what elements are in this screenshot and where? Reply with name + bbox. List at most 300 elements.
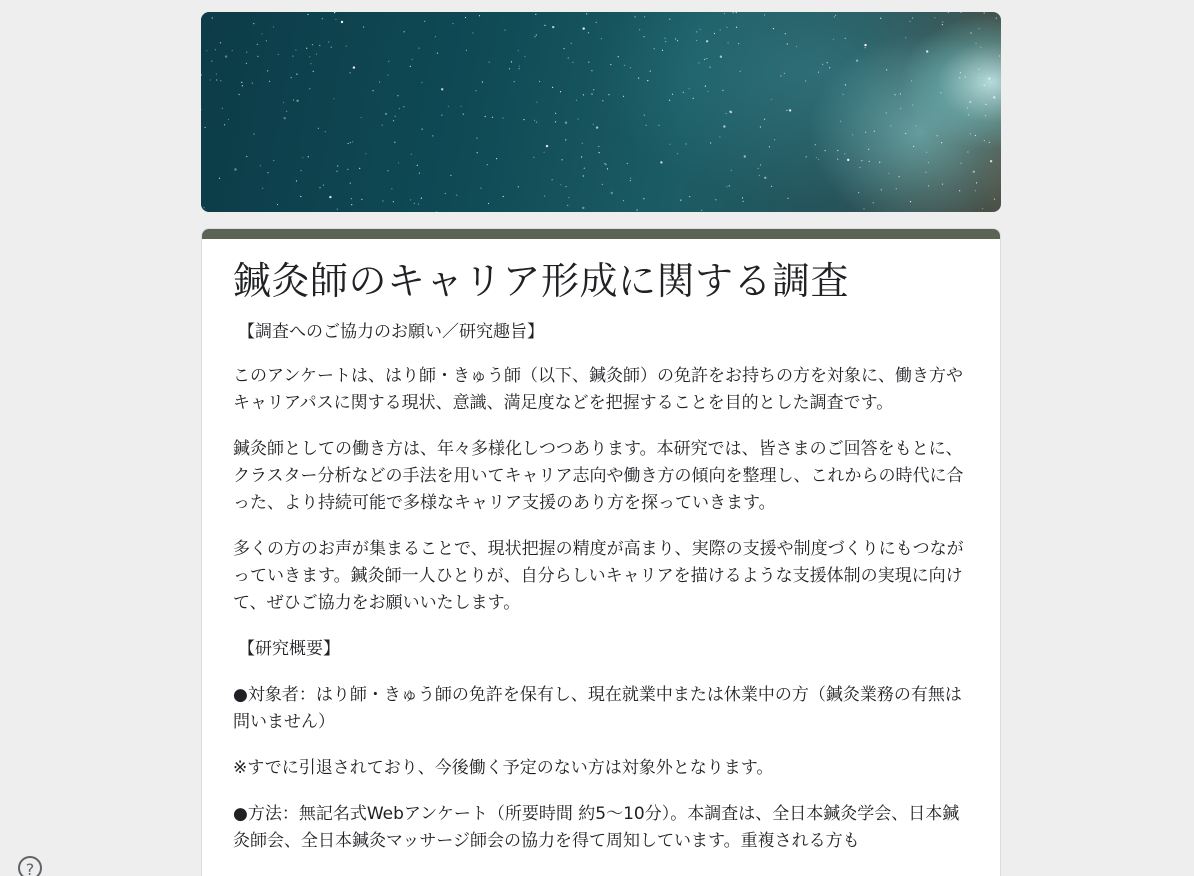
star [647, 80, 648, 81]
star [333, 98, 334, 99]
star [710, 142, 711, 143]
star [461, 106, 462, 107]
star [859, 167, 860, 168]
star [560, 91, 561, 92]
star [485, 116, 486, 117]
description-paragraph: このアンケートは、はり師・きゅう師（以下、鍼灸師）の免許をお持ちの方を対象に、働き方やキャリアパスに関する現状、意識、満足度などを把握することを目的とした調査です。 [233, 366, 963, 413]
star [771, 99, 772, 100]
star [391, 188, 392, 189]
star [309, 88, 310, 89]
star [780, 75, 781, 76]
star [591, 93, 592, 94]
star [387, 75, 388, 76]
star [696, 31, 697, 32]
star [937, 135, 938, 136]
star [680, 200, 681, 201]
star [582, 143, 583, 144]
star [482, 81, 483, 82]
star [978, 28, 979, 29]
star [744, 155, 746, 157]
star [477, 152, 478, 153]
star [916, 125, 917, 126]
star [252, 83, 253, 84]
star [637, 209, 638, 210]
star [701, 210, 702, 211]
star [489, 62, 490, 63]
star [731, 112, 732, 113]
star [312, 44, 313, 45]
star [267, 172, 268, 173]
star [544, 25, 545, 26]
star [961, 163, 962, 164]
star [568, 57, 569, 58]
star [325, 131, 326, 132]
star [480, 188, 481, 189]
star [975, 43, 976, 44]
star [310, 63, 311, 64]
star [361, 199, 362, 200]
star [593, 124, 594, 125]
star [337, 209, 338, 210]
star [267, 70, 268, 71]
star [536, 122, 537, 123]
star [387, 170, 388, 171]
star [350, 183, 351, 184]
star [313, 71, 314, 72]
star [988, 77, 990, 79]
star [284, 117, 286, 119]
star [865, 132, 866, 133]
star [524, 56, 525, 57]
star [465, 17, 466, 18]
star [978, 77, 979, 78]
star [583, 175, 584, 176]
star [239, 94, 240, 95]
star [418, 204, 419, 205]
star [967, 107, 968, 108]
star [881, 189, 882, 190]
star [350, 142, 351, 143]
star [201, 74, 202, 75]
star [296, 100, 298, 102]
star [359, 168, 360, 169]
star [492, 117, 493, 118]
star [331, 47, 332, 48]
star [806, 156, 807, 157]
star [224, 124, 225, 125]
star [724, 13, 725, 14]
star [602, 100, 603, 101]
star [220, 42, 221, 43]
star [743, 201, 744, 202]
star [394, 142, 395, 143]
star [879, 162, 880, 163]
star [555, 121, 556, 122]
star [318, 128, 319, 129]
star [361, 117, 362, 118]
star [720, 56, 722, 58]
description-paragraph: ●対象者：はり師・きゅう師の免許を保有し、現在就業中または休業中の方（鍼灸業務の有無は問いません） [233, 685, 962, 732]
star [509, 68, 510, 69]
star [784, 73, 785, 74]
star [689, 88, 690, 89]
description-paragraph: ※すでに引退されており、今後働く予定のない方は対象外となります。 [233, 758, 774, 778]
star [742, 197, 743, 198]
star [308, 156, 309, 157]
star [852, 134, 853, 135]
star [544, 196, 545, 197]
star [583, 94, 584, 95]
star [980, 47, 981, 48]
star [337, 165, 338, 166]
star [709, 67, 710, 68]
star [216, 73, 217, 74]
star [978, 69, 979, 70]
star [257, 56, 258, 57]
star [611, 192, 613, 194]
star [365, 153, 366, 154]
star [669, 100, 670, 101]
star [598, 146, 599, 147]
star [774, 139, 775, 140]
star [435, 36, 436, 37]
star [225, 55, 227, 57]
star [323, 185, 324, 186]
star [291, 77, 292, 78]
star [926, 50, 928, 52]
star [960, 72, 961, 73]
star [348, 143, 349, 144]
star [351, 198, 352, 199]
star [215, 49, 216, 50]
star [421, 82, 422, 83]
star [385, 113, 387, 115]
star [599, 152, 600, 153]
star [726, 113, 727, 114]
star [410, 66, 411, 67]
star [805, 80, 806, 81]
star [411, 154, 412, 155]
star [672, 94, 673, 95]
star [698, 62, 699, 63]
star [864, 44, 866, 46]
star [665, 38, 666, 39]
star [731, 170, 732, 171]
star [293, 99, 294, 100]
star [604, 163, 605, 164]
star [719, 136, 720, 137]
star [417, 165, 418, 166]
header-banner-image [201, 12, 1001, 212]
star [840, 121, 841, 122]
form-header-card [201, 228, 1001, 876]
star [596, 22, 597, 23]
star [816, 157, 817, 158]
star [975, 190, 976, 191]
star [610, 64, 611, 65]
star [706, 58, 707, 59]
star [970, 133, 971, 134]
star [975, 135, 976, 136]
star [552, 87, 553, 88]
star [844, 153, 845, 154]
star [216, 79, 217, 80]
star [990, 160, 992, 162]
star [346, 46, 347, 47]
star [450, 175, 451, 176]
description-paragraph: 鍼灸師としての働き方は、年々多様化しつつあります。本研究では、皆さまのご回答をもとに、クラスター分析などの手法を用いてキャリア志向や働き方の傾向を整理し、これからの時代に合った、より持続可能で多様なキャリア支援のあり方を探っていきます。 [233, 439, 964, 513]
star [623, 200, 624, 201]
star [760, 164, 761, 165]
star [740, 71, 741, 72]
star [863, 208, 864, 209]
star [201, 109, 202, 110]
star [959, 190, 960, 191]
star [336, 171, 337, 172]
star [925, 172, 926, 173]
star [639, 29, 640, 30]
star [220, 80, 221, 81]
star [900, 108, 901, 109]
star [911, 80, 912, 81]
star [351, 204, 352, 205]
star [382, 125, 383, 126]
star [733, 12, 734, 13]
star [845, 84, 846, 85]
star [707, 91, 708, 92]
star [562, 159, 563, 160]
star [729, 185, 730, 186]
star [503, 196, 504, 197]
star [269, 81, 270, 82]
star [319, 45, 320, 46]
star [334, 12, 335, 13]
star [232, 50, 233, 51]
star [999, 55, 1000, 56]
star [759, 175, 760, 176]
star [341, 21, 343, 23]
star [758, 168, 759, 169]
star [843, 94, 844, 95]
star [422, 129, 423, 130]
star [261, 33, 262, 34]
star [246, 156, 247, 157]
star [968, 114, 969, 115]
star [488, 203, 489, 204]
star [511, 61, 512, 62]
star [789, 109, 791, 111]
star [715, 199, 716, 200]
star [837, 159, 838, 160]
star [424, 21, 425, 22]
star [928, 185, 929, 186]
star [669, 19, 670, 20]
star [395, 116, 396, 117]
star [726, 27, 727, 28]
star [222, 108, 223, 109]
star [926, 152, 927, 153]
star [296, 74, 297, 75]
star [643, 198, 644, 199]
star [205, 127, 206, 128]
star [260, 165, 261, 166]
form-title: 鍼灸師のキャリア形成に関する調査 [233, 259, 850, 303]
star [880, 18, 881, 19]
star [328, 41, 329, 42]
star [421, 198, 422, 199]
star [894, 94, 895, 95]
star [959, 77, 960, 78]
star [576, 100, 577, 101]
starfield [201, 12, 1001, 212]
star [399, 108, 400, 109]
star [630, 180, 631, 181]
star [584, 168, 585, 169]
star [627, 163, 628, 164]
star [544, 152, 545, 153]
star [539, 81, 540, 82]
star [257, 44, 258, 45]
star [967, 151, 968, 152]
star [984, 85, 985, 86]
star [441, 115, 442, 116]
star [306, 48, 307, 49]
star [404, 31, 405, 32]
star [942, 184, 943, 185]
star [722, 90, 723, 91]
star [942, 24, 943, 25]
star [463, 114, 464, 115]
star [909, 21, 910, 22]
star [714, 33, 715, 34]
star [624, 65, 625, 66]
star [670, 144, 671, 145]
star [941, 142, 942, 143]
star [206, 50, 207, 51]
star [969, 101, 971, 103]
star [436, 211, 437, 212]
star [534, 120, 535, 121]
star [210, 79, 211, 80]
star [658, 125, 659, 126]
star [273, 160, 274, 161]
star [994, 199, 995, 200]
star [650, 71, 651, 72]
star [246, 63, 247, 64]
star [989, 142, 990, 143]
star [560, 184, 561, 185]
star [833, 39, 834, 40]
star [352, 141, 353, 142]
star [677, 40, 678, 41]
star [873, 202, 874, 203]
star [388, 61, 389, 62]
star [452, 23, 453, 24]
star [764, 177, 766, 179]
star [686, 143, 687, 144]
star [300, 196, 301, 197]
star [760, 126, 761, 127]
star [644, 36, 645, 37]
star [552, 26, 554, 28]
star [874, 131, 875, 132]
star [785, 33, 786, 34]
star [646, 125, 647, 126]
star [736, 12, 737, 13]
card-body [202, 239, 1000, 855]
star [630, 178, 631, 179]
star [578, 119, 579, 120]
star [382, 200, 383, 201]
star [301, 170, 302, 171]
star [319, 187, 320, 188]
star [410, 199, 411, 200]
star [644, 16, 645, 17]
star [856, 60, 858, 62]
star [912, 104, 913, 105]
star [588, 32, 589, 33]
star [379, 81, 380, 82]
description-heading-intro: 【調査へのご協力のお願い／研究趣旨】 [238, 322, 544, 342]
star [736, 27, 737, 28]
star [607, 168, 608, 169]
star [586, 13, 587, 14]
star [523, 119, 524, 120]
star [934, 17, 935, 18]
star [825, 150, 826, 151]
star [630, 67, 631, 68]
star [764, 119, 765, 120]
star [253, 23, 254, 24]
star [475, 90, 476, 91]
star [582, 207, 584, 209]
star [253, 133, 254, 134]
star [818, 159, 819, 160]
description-paragraph: ●方法：無記名式Webアンケート（所要時間 約5〜10分）。本調査は、全日本鍼灸学会、日本鍼灸師会、全日本鍼灸マッサージ師会の協力を得て周知しています。重複される方も [233, 804, 960, 851]
star [519, 68, 520, 69]
star [847, 159, 849, 161]
star [393, 120, 394, 121]
card-accent-bar [202, 229, 1000, 239]
help-icon[interactable]: ? [18, 856, 42, 876]
star [502, 117, 503, 118]
star [242, 85, 243, 86]
star [564, 48, 565, 49]
star [635, 16, 636, 17]
star [583, 27, 585, 29]
star [886, 69, 887, 70]
star [700, 29, 701, 30]
star [572, 62, 573, 63]
star [571, 43, 572, 44]
star [536, 102, 537, 103]
star [815, 144, 816, 145]
star [555, 113, 556, 114]
star [928, 162, 929, 163]
star [596, 126, 598, 128]
star [705, 86, 706, 87]
star [942, 21, 943, 22]
star [677, 153, 678, 154]
star [432, 135, 433, 136]
star [234, 168, 236, 170]
star [886, 112, 887, 113]
star [412, 59, 413, 60]
star [786, 110, 787, 111]
star [985, 115, 986, 116]
star [533, 157, 534, 158]
star [913, 146, 914, 147]
